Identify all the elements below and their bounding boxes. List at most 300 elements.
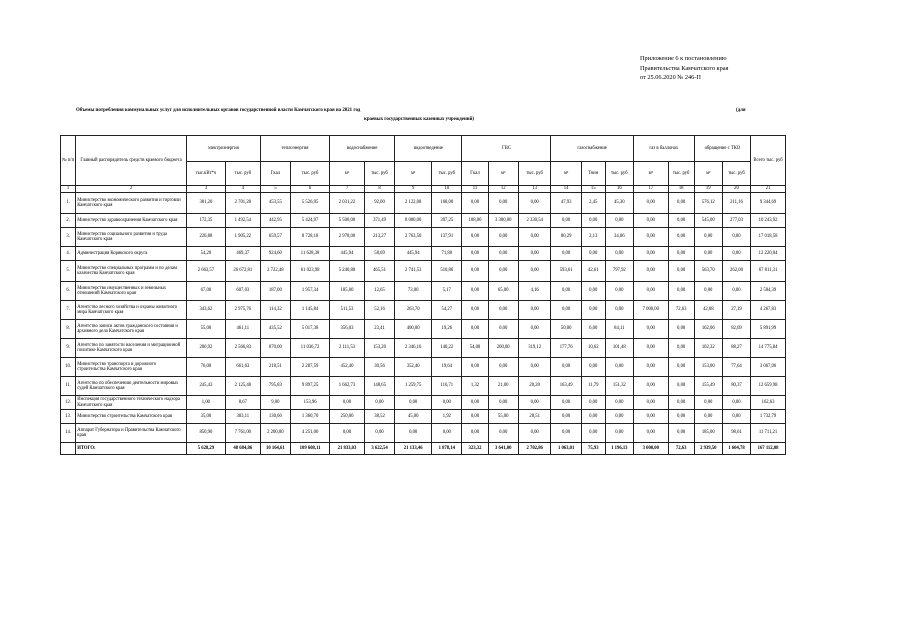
row-name: Агентство по занятости населения и миграционной политике Камчатского края (76, 339, 187, 358)
row-value: 153,96 (291, 396, 330, 410)
row-value: 61 023,98 (291, 261, 330, 282)
consumption-table (60, 135, 786, 455)
column-number: 14 (551, 186, 581, 193)
row-value: 0,00 (462, 410, 488, 424)
row-value: 177,76 (551, 339, 581, 358)
row-value: 54,00 (462, 339, 488, 358)
row-value: 0,00 (633, 228, 668, 247)
row-name: Инспекция государственного технического надзора Камчатского края (76, 396, 187, 410)
row-value: 5 424,97 (291, 214, 330, 228)
table-row (61, 228, 786, 247)
row-value: 200,92 (186, 339, 225, 358)
row-value: 4 267,83 (751, 301, 786, 320)
row-value: 12,65 (364, 282, 394, 301)
row-value: 400,00 (395, 320, 432, 339)
row-value: 5 500,00 (330, 214, 365, 228)
row-value: 0,00 (605, 424, 633, 443)
unit-cell: тыс. руб (291, 162, 330, 186)
table-row (61, 377, 786, 396)
row-name: Агентство по обеспечению деятельности мировых судей Камчатского края (76, 377, 187, 396)
column-number: 2 (76, 186, 187, 193)
row-value: 0,00 (330, 424, 365, 443)
total-value: 1 604,78 (722, 443, 750, 455)
column-number: 20 (722, 186, 750, 193)
header-name: Главный распорядитель средств краевого бюджета (76, 136, 187, 186)
row-value: 661,63 (225, 358, 260, 377)
row-value: 0,00 (668, 228, 694, 247)
row-value: 0,00 (668, 377, 694, 396)
row-value: 5,17 (432, 282, 462, 301)
total-row-number (61, 443, 76, 455)
total-value: 2 939,50 (694, 443, 722, 455)
total-value: 323,32 (462, 443, 488, 455)
unit-cell: м³ (488, 162, 518, 186)
header-waste: обращение с ТКО (694, 136, 750, 162)
unit-cell: м³ (633, 162, 668, 186)
row-value: 220,88 (186, 228, 225, 247)
row-value: 319,12 (518, 339, 551, 358)
header-row-groups (61, 136, 786, 162)
row-value: 19,64 (432, 358, 462, 377)
row-number: 12. (61, 396, 76, 410)
row-value: 0,00 (518, 261, 551, 282)
row-value: 0,00 (605, 358, 633, 377)
row-value: 0,00 (551, 424, 581, 443)
column-number: 11 (462, 186, 488, 193)
row-value: 0,00 (581, 282, 605, 301)
row-value: 4 251,00 (291, 424, 330, 443)
row-value: 0,00 (551, 247, 581, 261)
row-value: 2 330,54 (518, 214, 551, 228)
row-value: 12 220,04 (751, 247, 786, 261)
row-value: 55,00 (186, 320, 225, 339)
row-value: 102,32 (694, 339, 722, 358)
row-value: 1 360,70 (291, 410, 330, 424)
row-value: 172,35 (186, 214, 225, 228)
total-value: 1 063,01 (551, 443, 581, 455)
row-value: 1 492,54 (225, 214, 260, 228)
row-value: 11,79 (581, 377, 605, 396)
column-number: 10 (432, 186, 462, 193)
appendix-line-2: Правительства Камчатского края (640, 64, 729, 72)
row-number: 5. (61, 261, 76, 282)
row-value: 2,45 (581, 193, 605, 214)
row-value: 0,00 (518, 193, 551, 214)
total-value: 10 164,61 (260, 443, 290, 455)
total-value: 1 878,14 (432, 443, 462, 455)
row-value: 92,00 (364, 193, 394, 214)
row-value: 0,00 (633, 339, 668, 358)
column-number: 9 (395, 186, 432, 193)
row-value: 140,22 (432, 339, 462, 358)
row-value: 77,64 (722, 358, 750, 377)
row-value: 4,16 (518, 282, 551, 301)
row-number: 3. (61, 228, 76, 247)
column-number: 7 (330, 186, 365, 193)
column-number: 6 (291, 186, 330, 193)
row-value: 0,00 (633, 424, 668, 443)
row-value: 0,00 (488, 301, 518, 320)
row-value: 0,00 (722, 410, 750, 424)
total-value: 5 628,29 (186, 443, 225, 455)
row-value: 0,00 (395, 396, 432, 410)
row-value: 0,00 (330, 396, 365, 410)
row-value: 0,00 (694, 410, 722, 424)
row-value: 50,00 (551, 320, 581, 339)
row-value: 0,00 (551, 301, 581, 320)
row-value: 8 000,00 (395, 214, 432, 228)
row-value: 0,00 (605, 214, 633, 228)
row-value: 0,00 (518, 424, 551, 443)
row-value: 0,00 (518, 301, 551, 320)
total-value: 21 133,46 (395, 443, 432, 455)
row-value: 5 240,88 (330, 261, 365, 282)
row-value: 2 122,08 (395, 193, 432, 214)
column-number: 3 (186, 186, 225, 193)
row-value: 0,00 (518, 320, 551, 339)
row-value: 168,00 (432, 193, 462, 214)
column-number: 13 (518, 186, 551, 193)
row-value: 0,00 (668, 247, 694, 261)
row-value: 47,93 (551, 193, 581, 214)
row-value: 148,65 (364, 377, 394, 396)
header-no: № п/п (61, 136, 76, 186)
row-value: 924,60 (260, 247, 290, 261)
total-value: 3 641,00 (488, 443, 518, 455)
row-value: 73,00 (395, 282, 432, 301)
row-value: 14 775,84 (751, 339, 786, 358)
row-value: 445,94 (330, 247, 365, 261)
unit-cell: тыс. руб (722, 162, 750, 186)
row-value: 2 978,00 (330, 228, 365, 247)
row-value: 0,00 (633, 247, 668, 261)
row-value: 1 145,84 (291, 301, 330, 320)
row-value: 0,00 (462, 358, 488, 377)
row-value: 54,27 (432, 301, 462, 320)
row-value: 162,06 (694, 320, 722, 339)
row-value: 5 526,95 (291, 193, 330, 214)
row-value: 0,00 (605, 301, 633, 320)
row-value: 0,00 (462, 301, 488, 320)
header-gas-supply: газоснабжение (551, 136, 633, 162)
row-value: 45,30 (605, 193, 633, 214)
total-value: 3 622,54 (364, 443, 394, 455)
table-row (61, 424, 786, 443)
row-value: 1,00 (186, 396, 225, 410)
total-value: 2 702,86 (518, 443, 551, 455)
row-value: 7 761,00 (225, 424, 260, 443)
unit-cell: тыс.кВт*ч (186, 162, 225, 186)
row-value: 34,06 (605, 228, 633, 247)
row-value: 607,03 (225, 282, 260, 301)
row-value: 435,52 (260, 320, 290, 339)
row-value: 245,43 (186, 377, 225, 396)
table-row (61, 193, 786, 214)
row-value: 0,00 (462, 396, 488, 410)
row-number: 1. (61, 193, 76, 214)
row-value: 1,92 (432, 410, 462, 424)
row-value: 0,00 (488, 247, 518, 261)
row-value: 11 036,72 (291, 339, 330, 358)
row-value: 0,00 (668, 193, 694, 214)
total-value: 48 684,86 (225, 443, 260, 455)
row-value: 0,00 (605, 282, 633, 301)
row-value: 108,00 (462, 214, 488, 228)
row-value: 0,00 (462, 193, 488, 214)
row-value: 0,00 (668, 339, 694, 358)
column-number: 18 (668, 186, 694, 193)
row-value: 381,20 (186, 193, 225, 214)
unit-cell: м³ (694, 162, 722, 186)
document-title: Объемы потребления коммунальных услуг для исполнительных органов государственной власти Камчатского края на 2021 год (76, 108, 361, 113)
row-value: 1 662,73 (330, 377, 365, 396)
header-electricity: электроэнергия (186, 136, 260, 162)
row-value: 452,40 (330, 358, 365, 377)
unit-cell: м³ (551, 162, 581, 186)
column-number: 21 (751, 186, 786, 193)
row-value: 0,00 (551, 282, 581, 301)
row-name: Министерство имущественных и земельных отношений Камчатского края (76, 282, 187, 301)
row-value: 11 711,21 (751, 424, 786, 443)
row-value: 88,27 (722, 339, 750, 358)
row-value: 0,00 (551, 214, 581, 228)
row-value: 7 000,00 (633, 301, 668, 320)
table-row (61, 247, 786, 261)
row-value: 461,11 (225, 320, 260, 339)
row-value: 5 017,38 (291, 320, 330, 339)
row-value: 211,16 (722, 193, 750, 214)
row-value: 0,00 (432, 396, 462, 410)
column-number: 15 (581, 186, 605, 193)
header-gas-cylinders: газ в баллонах (633, 136, 694, 162)
row-value: 200,00 (488, 339, 518, 358)
row-value: 397,25 (432, 214, 462, 228)
header-heat: теплоэнергия (260, 136, 329, 162)
row-value: 465,51 (364, 261, 394, 282)
row-value: 262,00 (722, 261, 750, 282)
row-value: 0,00 (518, 247, 551, 261)
row-value: 84,11 (605, 320, 633, 339)
row-value: 42,08 (694, 301, 722, 320)
unit-cell: м³ (330, 162, 365, 186)
row-value: 72,63 (668, 301, 694, 320)
row-value: 0,00 (633, 396, 668, 410)
table-row (61, 358, 786, 377)
row-value: 510,86 (432, 261, 462, 282)
row-value: 114,32 (260, 301, 290, 320)
row-value: 98,61 (722, 424, 750, 443)
row-name: Администрация Корякского округа (76, 247, 187, 261)
row-name: Агентство лесного хозяйства и охраны животного мира Камчатского края (76, 301, 187, 320)
row-value: 0,00 (668, 358, 694, 377)
row-value: 303,11 (225, 410, 260, 424)
document-title-line2: краевых государственных казенных учреждений) (364, 117, 475, 122)
row-name: Министерство специальных программ и по делам казачества Камчатского края (76, 261, 187, 282)
row-value: 0,00 (633, 377, 668, 396)
row-number: 8. (61, 320, 76, 339)
row-value: 263,70 (395, 301, 432, 320)
row-value: 80,29 (551, 228, 581, 247)
row-value: 0,00 (488, 320, 518, 339)
row-value: 659,57 (260, 228, 290, 247)
row-name: Министерство социального развития и труда Камчатского края (76, 228, 187, 247)
row-value: 67,00 (186, 282, 225, 301)
row-name: Аппарат Губернатора и Правительства Камчатского края (76, 424, 187, 443)
row-value: 6,00 (581, 320, 605, 339)
table-row (61, 410, 786, 424)
row-value: 0,00 (633, 410, 668, 424)
row-value: 0,00 (551, 410, 581, 424)
row-value: 0,00 (581, 396, 605, 410)
row-value: 795,83 (260, 377, 290, 396)
row-value: 2 741,53 (395, 261, 432, 282)
row-value: 54,20 (186, 247, 225, 261)
row-value: 0,00 (668, 282, 694, 301)
row-value: 137,91 (432, 228, 462, 247)
total-value: 109 608,11 (291, 443, 330, 455)
column-number: 1 (61, 186, 76, 193)
row-value: 0,00 (488, 228, 518, 247)
row-value: 10,62 (581, 339, 605, 358)
row-value: 151,32 (605, 377, 633, 396)
header-water-supply: водоснабжение (330, 136, 395, 162)
row-value: 0,00 (694, 396, 722, 410)
row-value: 38,52 (364, 410, 394, 424)
row-value: 0,00 (518, 228, 551, 247)
row-value: 0,00 (488, 358, 518, 377)
row-value: 0,00 (722, 282, 750, 301)
total-value: 75,93 (581, 443, 605, 455)
row-value: 0,00 (633, 320, 668, 339)
row-value: 21,00 (488, 377, 518, 396)
unit-cell: тыс. руб (432, 162, 462, 186)
row-value: 2 763,50 (395, 228, 432, 247)
row-value: 593,61 (551, 261, 581, 282)
row-value: 442,95 (260, 214, 290, 228)
row-value: 797,92 (605, 261, 633, 282)
row-number: 7. (61, 301, 76, 320)
row-value: 0,00 (581, 301, 605, 320)
row-value: 213,27 (364, 228, 394, 247)
row-value: 0,00 (668, 320, 694, 339)
row-value: 2 346,16 (395, 339, 432, 358)
row-value: 153,00 (694, 358, 722, 377)
row-value: 0,00 (633, 193, 668, 214)
row-value: 11 628,38 (291, 247, 330, 261)
unit-cell: м³ (395, 162, 432, 186)
column-number: 12 (488, 186, 518, 193)
row-value: 2 584,39 (751, 282, 786, 301)
row-value: 453,55 (260, 193, 290, 214)
row-value: 80,37 (722, 377, 750, 396)
row-value: 9 344,69 (751, 193, 786, 214)
row-value: 0,00 (722, 247, 750, 261)
row-value: 1 259,75 (395, 377, 432, 396)
row-value: 0,00 (605, 410, 633, 424)
row-value: 26 672,81 (225, 261, 260, 282)
table-row (61, 282, 786, 301)
row-value: 8 728,18 (291, 228, 330, 247)
column-number: 16 (605, 186, 633, 193)
row-value: 58,69 (364, 247, 394, 261)
row-value: 0,00 (581, 214, 605, 228)
total-value: 3 000,00 (633, 443, 668, 455)
row-value: 0,00 (581, 358, 605, 377)
row-value: 20,20 (518, 377, 551, 396)
row-value: 55,00 (488, 410, 518, 424)
row-value: 352,40 (395, 358, 432, 377)
column-number: 8 (364, 186, 394, 193)
total-value: 72,63 (668, 443, 694, 455)
row-value: 82,69 (722, 320, 750, 339)
row-value: 0,00 (668, 396, 694, 410)
row-number: 10. (61, 358, 76, 377)
row-value: 187,00 (260, 282, 290, 301)
total-value: 21 833,03 (330, 443, 365, 455)
row-value: 101,48 (605, 339, 633, 358)
table-row (61, 339, 786, 358)
row-value: 2 287,59 (291, 358, 330, 377)
unit-cell: тыс. руб (668, 162, 694, 186)
unit-cell: тыс. руб (364, 162, 394, 186)
unit-cell: тыс. руб (605, 162, 633, 186)
appendix-line-3: от 25.06.2020 № 246-П (640, 74, 701, 81)
row-value: 1 732,79 (751, 410, 786, 424)
row-value: 0,00 (462, 247, 488, 261)
row-value: 0,00 (605, 396, 633, 410)
row-value: 0,00 (518, 396, 551, 410)
table-row (61, 261, 786, 282)
row-value: 0,00 (722, 228, 750, 247)
row-value: 511,53 (330, 301, 365, 320)
row-number: 6. (61, 282, 76, 301)
column-number: 5 (260, 186, 290, 193)
row-value: 163,49 (551, 377, 581, 396)
row-value: 12 659,98 (751, 377, 786, 396)
total-label: ИТОГО: (76, 443, 187, 455)
row-value: 185,00 (694, 424, 722, 443)
row-value: 2 125,48 (225, 377, 260, 396)
row-value: 445,94 (395, 247, 432, 261)
row-value: 153,20 (364, 339, 394, 358)
row-value: 130,60 (260, 410, 290, 424)
row-value: 0,00 (694, 282, 722, 301)
header-hot-water: ГВС (462, 136, 551, 162)
table-row (61, 214, 786, 228)
total-value: 167 112,08 (751, 443, 786, 455)
row-value: 0,00 (551, 358, 581, 377)
row-value: 0,00 (462, 282, 488, 301)
unit-cell: Гкал (260, 162, 290, 186)
row-value: 10 243,92 (751, 214, 786, 228)
row-value: 2 111,53 (330, 339, 365, 358)
row-value: 2 722,48 (260, 261, 290, 282)
row-value: 0,00 (633, 282, 668, 301)
row-value: 0,00 (462, 424, 488, 443)
column-number-row (61, 186, 786, 193)
row-value: 0,00 (668, 424, 694, 443)
row-name: Агентство записи актов гражданского состояния и архивного дела Камчатского края (76, 320, 187, 339)
unit-cell: тыс. руб (225, 162, 260, 186)
row-number: 4. (61, 247, 76, 261)
row-value: 2 200,00 (260, 424, 290, 443)
row-value: 76,00 (186, 358, 225, 377)
row-number: 14. (61, 424, 76, 443)
table-row (61, 320, 786, 339)
row-number: 9. (61, 339, 76, 358)
row-value: 0,00 (432, 424, 462, 443)
row-value: 0,00 (462, 228, 488, 247)
